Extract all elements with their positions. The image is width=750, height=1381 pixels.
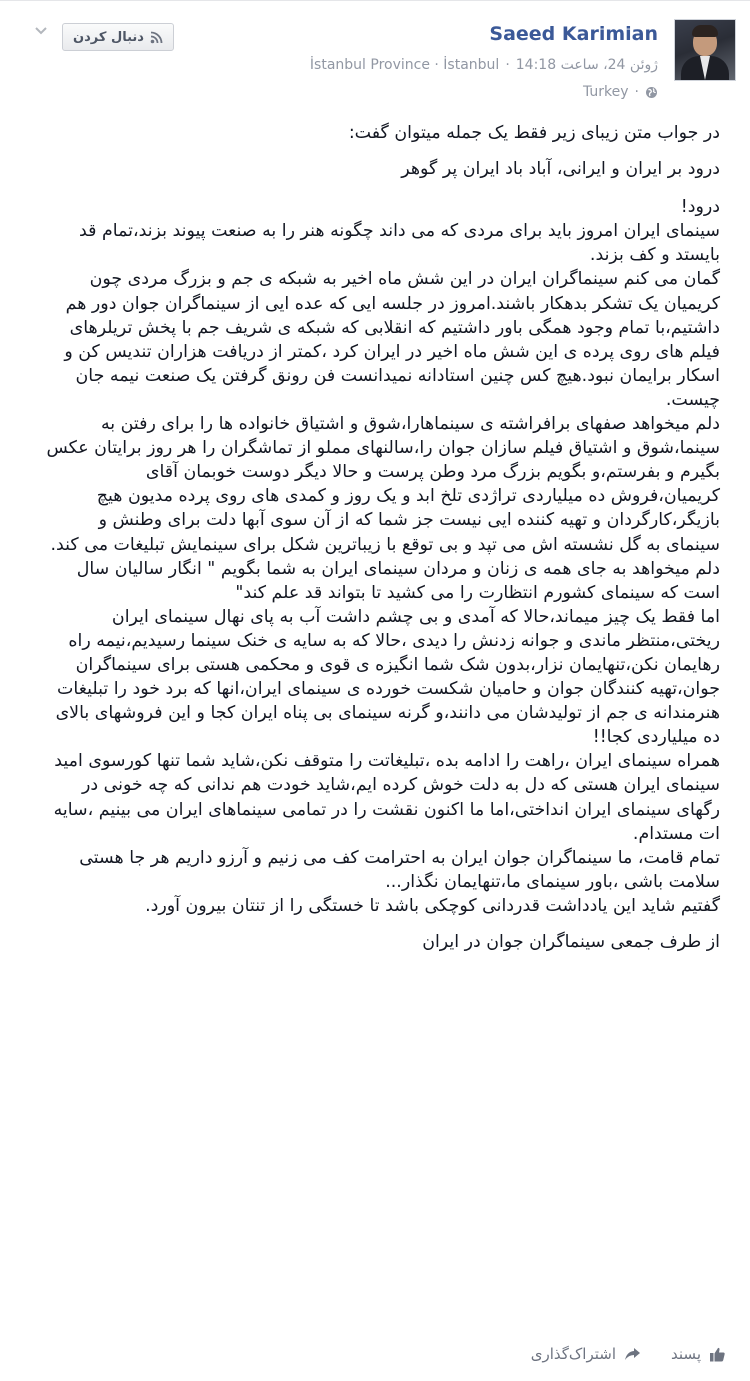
follow-button[interactable] (62, 23, 174, 51)
avatar[interactable] (674, 19, 736, 81)
post-meta (310, 57, 658, 73)
post-paragraph: گمان می کنم سینماگران ایران در این شش ماه اخیر به شبکه ی جم و بزرگ مردی چون کریمیان یک تشکر بدهکار باشند.امروز در جلسه ایی که عده ایی از سینماگران جوان دور هم داشتیم،با تمام وجود همگی باور داشتیم که انقلابی که شبکه ی شریف جم با پخش تریلرهای فیلم های روی پرده ی این شش ماه اخیر در ایران کرد ،کمتر از دریافت هزاران تندیس کن و اسکار برایمان نبود.هیچ کس چنین استادانه نمیدانست فن رونق گرفتن یک صنعت نیمه جان چیست. (64, 269, 720, 410)
post-paragraph: همراه سینمای ایران ،راهت را ادامه بده ،تبلیغاتت را متوقف نکن،شاید شما تنها کورسوی امید سینمای ایران هستی که دل به دلت خوش کرده ایم،شاید خودت هم ندانی که چه خونی در رگهای سینمای ایران انداختی،اما ما اکنون نقشت را در تمامی سینماهای ایران می بینیم ،سایه ات مستدام. (53, 751, 720, 844)
share-button[interactable] (531, 1345, 641, 1363)
post-paragraph: درود بر ایران و ایرانی، آباد باد ایران پر گوهر (401, 159, 720, 180)
share-label: اشتراک‌گذاری (530, 1345, 617, 1363)
post-meta-country (583, 84, 658, 100)
like-label: پسند (671, 1345, 701, 1363)
post-paragraph: تمام قامت، ما سینماگران جوان ایران به احترامت کف می زنیم و آرزو داریم هر جا هستی سلامت باشی ،باور سینمای ما،تنهایمان نگذار... (79, 847, 720, 892)
post-actions (531, 1345, 726, 1363)
post-signature: از طرف جمعی سینماگران جوان در ایران (422, 932, 720, 952)
post-paragraph: اما فقط یک چیز میماند،حالا که آمدی و بی چشم داشت آب به پای نهال سینمای ایران ریختی،منتظر ماندی و جوانه زدنش را دیدی ،حالا که به سایه ی خنک سینما رسیدیم،نیمه راه رهایمان نکن،تنهایمان نزار،بدون شک شما انگیزه ی قوی و محکمی هستی برای سینماگران جوان،تهیه کنندگان جوان و حامیان شکست خورده ی سینمای ایران،انها که برد خود را تبلیغات هنرمندانه ی جم از تولیدشان می دانند،و گرنه سینمای بی پناه ایران کجا و این فروشهای بالای ده میلیاردی کجا!! (55, 606, 720, 748)
globe-icon[interactable] (645, 86, 658, 99)
share-arrow-icon (624, 1347, 641, 1362)
post-paragraph: دلم میخواهد صفهای برافراشته ی سینماهارا،شوق و اشتیاق خانواده ها را برای رفتن به سینما،شوق و اشتیاق فیلم سازان جوان را،سالنهای مملو از تماشگران را هر روز برایتان عکس بگیرم و بفرستم،و بگویم بزرگ مرد وطن پرست و حالا دیگر دوست خوبمان آقای کریمیان،فروش ده میلیاردی تراژدی تلخ ابد و یک روز و کمدی های روی پرده مدیون هیچ بازیگر،کارگردان و تهیه کننده ایی نیست جز شما که از آن سوی آبها دلت برای وطنش و سینمای به گل نشسته اش می تپد و بی توقع با زیباترین شکل برای سینمایش تبلیغات می کند. (46, 414, 720, 555)
thumbs-up-icon (709, 1346, 726, 1363)
post-body (46, 121, 720, 954)
like-button[interactable] (671, 1345, 726, 1363)
post-paragraph: درود! (680, 197, 720, 218)
timestamp[interactable]: ژوئن 24، ساعت 14:18 (515, 57, 658, 73)
meta-separator: · (505, 57, 510, 73)
meta-separator: · (634, 84, 639, 100)
country: Turkey (582, 84, 629, 100)
post-paragraph: در جواب متن زیبای زیر فقط یک جمله میتوان گفت: (348, 123, 720, 143)
follow-button-label: دنبال کردن (73, 29, 144, 45)
chevron-down-icon[interactable] (34, 23, 48, 37)
post-paragraph: گفتیم شاید این یادداشت قدردانی کوچکی باشد تا خستگی را از تنتان بیرون آورد. (145, 895, 720, 916)
post-paragraph: دلم میخواهد به جای همه ی زنان و مردان سینمای ایران به شما بگویم " انگار سالیان سال است که سینمای کشورم انتظارت را می کشید تا بتواند قد علم کند" (76, 558, 720, 603)
location[interactable]: İstanbul Province · İstanbul (309, 57, 500, 73)
post-paragraph: سینمای ایران امروز باید برای مردی که می داند چگونه هنر را به صنعت پیوند بزند،تمام قد بایستد و کف بزند. (79, 221, 720, 266)
rss-icon (150, 31, 163, 44)
author-name[interactable]: Saeed Karimian (489, 23, 658, 45)
